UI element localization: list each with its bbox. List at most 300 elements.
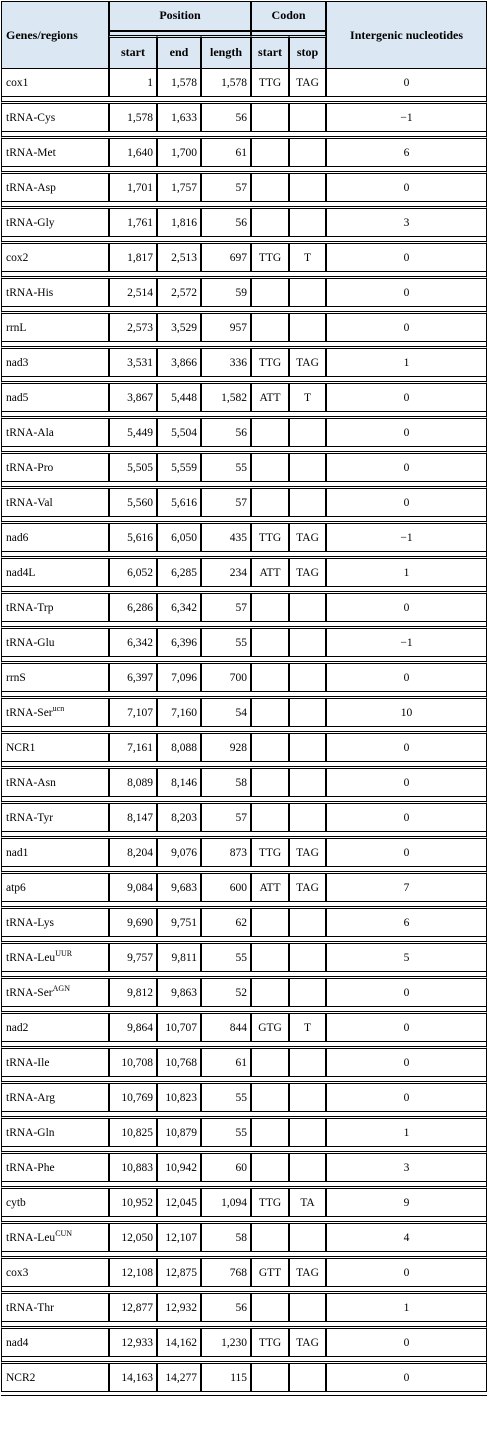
cell-gene <box>1 699 109 727</box>
cell-intergenic: 0 <box>326 1049 487 1077</box>
row-separator-cell <box>1 1322 487 1329</box>
cell-intergenic: −1 <box>326 629 487 657</box>
cell-start: 5,505 <box>109 454 157 482</box>
cell-intergenic: 1 <box>326 1119 487 1147</box>
gene-name: tRNA-Thr <box>6 1301 54 1314</box>
cell-intergenic: 6 <box>326 909 487 937</box>
row-separator <box>1 902 487 909</box>
cell-start: 1 <box>109 69 157 97</box>
table-row <box>1 209 487 237</box>
cell-start: 14,163 <box>109 1364 157 1392</box>
table-row <box>1 734 487 762</box>
cell-codon-stop <box>289 139 326 167</box>
cell-end: 12,875 <box>157 1259 201 1287</box>
cell-end: 9,863 <box>157 979 201 1007</box>
cell-end: 5,504 <box>157 419 201 447</box>
cell-codon-start <box>251 489 289 517</box>
row-separator-cell <box>1 1217 487 1224</box>
cell-codon-start: TTG <box>251 1189 289 1217</box>
cell-length: 600 <box>201 874 251 902</box>
cell-gene <box>1 594 109 622</box>
table-row <box>1 909 487 937</box>
table-row <box>1 629 487 657</box>
row-separator <box>1 412 487 419</box>
table-row <box>1 1259 487 1287</box>
cell-end: 6,342 <box>157 594 201 622</box>
gene-name: cox3 <box>6 1266 29 1279</box>
gene-name: tRNA-Lys <box>6 916 54 929</box>
row-separator <box>1 1112 487 1119</box>
cell-gene <box>1 244 109 272</box>
cell-end: 14,162 <box>157 1329 201 1357</box>
row-separator <box>1 482 487 489</box>
cell-intergenic: 0 <box>326 1084 487 1112</box>
cell-end: 10,879 <box>157 1119 201 1147</box>
cell-end: 1,700 <box>157 139 201 167</box>
gene-name: NCR1 <box>6 741 36 754</box>
cell-gene <box>1 489 109 517</box>
row-separator-cell <box>1 867 487 874</box>
cell-length: 57 <box>201 594 251 622</box>
row-separator <box>1 657 487 664</box>
cell-codon-stop <box>289 804 326 832</box>
cell-intergenic: 0 <box>326 1329 487 1357</box>
cell-end: 8,088 <box>157 734 201 762</box>
cell-start: 1,701 <box>109 174 157 202</box>
cell-end: 1,816 <box>157 209 201 237</box>
cell-codon-start <box>251 664 289 692</box>
table-row <box>1 419 487 447</box>
cell-end: 12,107 <box>157 1224 201 1252</box>
cell-codon-start <box>251 1084 289 1112</box>
cell-start: 6,052 <box>109 559 157 587</box>
cell-codon-stop <box>289 1119 326 1147</box>
cell-start: 9,812 <box>109 979 157 1007</box>
row-separator <box>1 1147 487 1154</box>
row-separator <box>1 517 487 524</box>
row-separator-cell <box>1 307 487 314</box>
table-row <box>1 489 487 517</box>
cell-intergenic: 5 <box>326 944 487 972</box>
cell-length: 697 <box>201 244 251 272</box>
codon-stop-header: stop <box>289 35 326 69</box>
table-row <box>1 804 487 832</box>
cell-gene <box>1 734 109 762</box>
cell-start: 9,757 <box>109 944 157 972</box>
cell-intergenic: 0 <box>326 1364 487 1392</box>
cell-gene <box>1 104 109 132</box>
cell-start: 12,933 <box>109 1329 157 1357</box>
cell-end: 8,203 <box>157 804 201 832</box>
cell-start: 8,204 <box>109 839 157 867</box>
cell-length: 1,094 <box>201 1189 251 1217</box>
cell-gene <box>1 349 109 377</box>
row-separator-cell <box>1 1252 487 1259</box>
cell-length: 115 <box>201 1364 251 1392</box>
cell-codon-start: TTG <box>251 524 289 552</box>
gene-name: tRNA-Cys <box>6 111 56 124</box>
cell-end: 6,396 <box>157 629 201 657</box>
gene-name: tRNA-His <box>6 286 54 299</box>
row-separator-cell <box>1 657 487 664</box>
cell-codon-stop <box>289 209 326 237</box>
cell-codon-start: GTG <box>251 1014 289 1042</box>
cell-start: 5,560 <box>109 489 157 517</box>
gene-name: tRNA-Asp <box>6 181 56 194</box>
cell-length: 61 <box>201 139 251 167</box>
table-row <box>1 1224 487 1252</box>
cell-length: 336 <box>201 349 251 377</box>
cell-codon-start <box>251 139 289 167</box>
cell-start: 8,147 <box>109 804 157 832</box>
row-separator <box>1 167 487 174</box>
codon-header: Codon <box>251 1 326 31</box>
cell-gene <box>1 139 109 167</box>
cell-codon-start: ATT <box>251 384 289 412</box>
cell-length: 56 <box>201 419 251 447</box>
table-row <box>1 524 487 552</box>
row-separator <box>1 237 487 244</box>
row-separator-cell <box>1 1112 487 1119</box>
cell-codon-start <box>251 104 289 132</box>
gene-name: tRNA-Met <box>6 146 56 159</box>
cell-length: 58 <box>201 769 251 797</box>
cell-start: 10,952 <box>109 1189 157 1217</box>
cell-start: 10,825 <box>109 1119 157 1147</box>
row-separator-cell <box>1 832 487 839</box>
cell-end: 7,096 <box>157 664 201 692</box>
row-separator-cell <box>1 97 487 104</box>
table-row <box>1 454 487 482</box>
gene-name: tRNA-Gln <box>6 1126 55 1139</box>
row-separator <box>1 797 487 804</box>
table-row <box>1 139 487 167</box>
table-row <box>1 769 487 797</box>
cell-codon-start <box>251 699 289 727</box>
cell-end: 3,866 <box>157 349 201 377</box>
row-separator-cell <box>1 377 487 384</box>
cell-gene <box>1 209 109 237</box>
cell-codon-start <box>251 419 289 447</box>
cell-end: 9,811 <box>157 944 201 972</box>
cell-codon-stop: TAG <box>289 1259 326 1287</box>
cell-codon-stop <box>289 1049 326 1077</box>
cell-codon-start <box>251 279 289 307</box>
table-row <box>1 314 487 342</box>
row-separator <box>1 1077 487 1084</box>
cell-intergenic: 0 <box>326 454 487 482</box>
gene-name: tRNA-Leu <box>6 951 56 964</box>
cell-codon-stop <box>289 1154 326 1182</box>
cell-codon-stop <box>289 629 326 657</box>
cell-start: 1,578 <box>109 104 157 132</box>
cell-codon-stop <box>289 664 326 692</box>
cell-start: 5,449 <box>109 419 157 447</box>
row-separator <box>1 1287 487 1294</box>
gene-name: tRNA-Leu <box>6 1231 56 1244</box>
cell-codon-start <box>251 1049 289 1077</box>
cell-length: 57 <box>201 174 251 202</box>
cell-length: 844 <box>201 1014 251 1042</box>
cell-gene <box>1 664 109 692</box>
cell-codon-start: ATT <box>251 874 289 902</box>
cell-codon-start <box>251 804 289 832</box>
cell-codon-stop <box>289 314 326 342</box>
cell-gene <box>1 874 109 902</box>
cell-gene <box>1 629 109 657</box>
cell-end: 5,616 <box>157 489 201 517</box>
cell-codon-stop <box>289 174 326 202</box>
row-separator-cell <box>1 692 487 699</box>
cell-codon-start <box>251 909 289 937</box>
cell-codon-stop <box>289 1224 326 1252</box>
gene-superscript: UUR <box>55 948 73 958</box>
gene-name: tRNA-Glu <box>6 636 55 649</box>
cell-end: 10,942 <box>157 1154 201 1182</box>
cell-length: 957 <box>201 314 251 342</box>
table-row <box>1 244 487 272</box>
gene-name: rrnL <box>6 321 27 334</box>
cell-codon-start <box>251 209 289 237</box>
gene-superscript: CUN <box>55 1228 73 1238</box>
cell-end: 5,559 <box>157 454 201 482</box>
cell-end: 2,572 <box>157 279 201 307</box>
cell-codon-start <box>251 594 289 622</box>
cell-codon-stop <box>289 699 326 727</box>
cell-codon-start <box>251 734 289 762</box>
cell-intergenic: 1 <box>326 1294 487 1322</box>
cell-gene <box>1 314 109 342</box>
cell-length: 62 <box>201 909 251 937</box>
cell-length: 57 <box>201 489 251 517</box>
row-separator-cell <box>1 1042 487 1049</box>
cell-codon-stop: TAG <box>289 839 326 867</box>
cell-end: 12,045 <box>157 1189 201 1217</box>
cell-end: 3,529 <box>157 314 201 342</box>
cell-intergenic: 9 <box>326 1189 487 1217</box>
table-row <box>1 279 487 307</box>
row-separator-cell <box>1 1077 487 1084</box>
cell-end: 2,513 <box>157 244 201 272</box>
cell-start: 9,690 <box>109 909 157 937</box>
table-row <box>1 979 487 1007</box>
cell-gene <box>1 384 109 412</box>
cell-codon-start: TTG <box>251 69 289 97</box>
row-separator-cell <box>1 972 487 979</box>
row-separator-cell <box>1 937 487 944</box>
table-row <box>1 1329 487 1357</box>
cell-length: 54 <box>201 699 251 727</box>
cell-gene <box>1 1329 109 1357</box>
cell-end: 10,823 <box>157 1084 201 1112</box>
genes-header: Genes/regions <box>1 1 109 69</box>
cell-codon-stop: TAG <box>289 524 326 552</box>
cell-intergenic: 3 <box>326 1154 487 1182</box>
cell-codon-stop: TAG <box>289 69 326 97</box>
row-separator <box>1 342 487 349</box>
row-separator <box>1 132 487 139</box>
row-separator-cell <box>1 132 487 139</box>
row-separator-cell <box>1 1007 487 1014</box>
cell-codon-start: TTG <box>251 1329 289 1357</box>
cell-codon-start <box>251 1224 289 1252</box>
cell-codon-stop <box>289 489 326 517</box>
cell-intergenic: 0 <box>326 419 487 447</box>
cell-start: 12,108 <box>109 1259 157 1287</box>
row-separator-cell <box>1 1357 487 1364</box>
cell-gene <box>1 769 109 797</box>
gene-name: tRNA-Ala <box>6 426 54 439</box>
cell-gene <box>1 1154 109 1182</box>
gene-name: nad2 <box>6 1021 29 1034</box>
row-separator <box>1 937 487 944</box>
gene-name: tRNA-Ser <box>6 986 53 999</box>
cell-intergenic: 1 <box>326 349 487 377</box>
cell-codon-start <box>251 1119 289 1147</box>
cell-gene <box>1 1084 109 1112</box>
cell-gene <box>1 1224 109 1252</box>
cell-intergenic: 0 <box>326 769 487 797</box>
gene-name: tRNA-Tyr <box>6 811 54 824</box>
cell-start: 12,050 <box>109 1224 157 1252</box>
cell-end: 6,285 <box>157 559 201 587</box>
cell-intergenic: 4 <box>326 1224 487 1252</box>
cell-start: 12,877 <box>109 1294 157 1322</box>
cell-gene <box>1 559 109 587</box>
table-row <box>1 1294 487 1322</box>
cell-intergenic: 1 <box>326 559 487 587</box>
table-row <box>1 349 487 377</box>
cell-length: 61 <box>201 1049 251 1077</box>
row-separator <box>1 1252 487 1259</box>
cell-codon-start: GTT <box>251 1259 289 1287</box>
cell-start: 8,089 <box>109 769 157 797</box>
table-row <box>1 1049 487 1077</box>
cell-start: 2,514 <box>109 279 157 307</box>
row-separator-cell <box>1 727 487 734</box>
cell-length: 55 <box>201 1084 251 1112</box>
cell-codon-start <box>251 1294 289 1322</box>
cell-start: 9,084 <box>109 874 157 902</box>
cell-codon-stop <box>289 104 326 132</box>
gene-superscript: ucn <box>52 703 65 713</box>
cell-intergenic: 0 <box>326 594 487 622</box>
cell-gene <box>1 454 109 482</box>
cell-length: 60 <box>201 1154 251 1182</box>
table-row <box>1 874 487 902</box>
cell-intergenic: 0 <box>326 734 487 762</box>
row-separator <box>1 1182 487 1189</box>
cell-length: 700 <box>201 664 251 692</box>
gene-name: nad4 <box>6 1336 29 1349</box>
cell-codon-start: TTG <box>251 839 289 867</box>
cell-length: 1,582 <box>201 384 251 412</box>
cell-intergenic: 0 <box>326 69 487 97</box>
gene-name: tRNA-Arg <box>6 1091 55 1104</box>
cell-start: 7,107 <box>109 699 157 727</box>
table-row <box>1 69 487 97</box>
row-separator-cell <box>1 202 487 209</box>
gene-name: nad1 <box>6 846 29 859</box>
bottom-rule <box>1 1395 487 1396</box>
gene-name: nad6 <box>6 531 29 544</box>
table-row <box>1 1119 487 1147</box>
row-separator <box>1 1217 487 1224</box>
cell-end: 6,050 <box>157 524 201 552</box>
cell-intergenic: 0 <box>326 174 487 202</box>
cell-intergenic: 10 <box>326 699 487 727</box>
cell-codon-stop: T <box>289 244 326 272</box>
cell-intergenic: 0 <box>326 1259 487 1287</box>
cell-start: 6,342 <box>109 629 157 657</box>
cell-gene <box>1 69 109 97</box>
cell-codon-stop: TA <box>289 1189 326 1217</box>
row-separator <box>1 1357 487 1364</box>
table-row <box>1 104 487 132</box>
cell-end: 8,146 <box>157 769 201 797</box>
table-row <box>1 1364 487 1392</box>
gene-name: atp6 <box>6 881 26 894</box>
cell-intergenic: 0 <box>326 279 487 307</box>
row-separator <box>1 307 487 314</box>
cell-gene <box>1 1294 109 1322</box>
cell-codon-stop: T <box>289 1014 326 1042</box>
row-separator <box>1 552 487 559</box>
table-row <box>1 559 487 587</box>
cell-start: 1,817 <box>109 244 157 272</box>
end-header: end <box>157 35 201 69</box>
cell-codon-start <box>251 454 289 482</box>
cell-start: 10,708 <box>109 1049 157 1077</box>
cell-end: 10,768 <box>157 1049 201 1077</box>
gene-name: rrnS <box>6 671 26 684</box>
cell-codon-start: TTG <box>251 244 289 272</box>
gene-name: nad3 <box>6 356 29 369</box>
row-separator-cell <box>1 447 487 454</box>
row-separator <box>1 867 487 874</box>
row-separator <box>1 1007 487 1014</box>
row-separator <box>1 97 487 104</box>
row-separator <box>1 377 487 384</box>
cell-codon-stop <box>289 1084 326 1112</box>
cell-gene <box>1 1119 109 1147</box>
codon-start-header: start <box>251 35 289 69</box>
cell-length: 52 <box>201 979 251 1007</box>
cell-start: 3,867 <box>109 384 157 412</box>
cell-length: 234 <box>201 559 251 587</box>
row-separator <box>1 1322 487 1329</box>
table-row <box>1 944 487 972</box>
cell-intergenic: 0 <box>326 244 487 272</box>
row-separator-cell <box>1 762 487 769</box>
row-separator-cell <box>1 622 487 629</box>
cell-codon-stop: T <box>289 384 326 412</box>
cell-gene <box>1 279 109 307</box>
cell-gene <box>1 979 109 1007</box>
gene-name: tRNA-Ser <box>6 706 53 719</box>
cell-intergenic: 0 <box>326 664 487 692</box>
row-separator-cell <box>1 482 487 489</box>
row-separator-cell <box>1 412 487 419</box>
cell-gene <box>1 944 109 972</box>
cell-length: 59 <box>201 279 251 307</box>
gene-name: NCR2 <box>6 1371 36 1384</box>
row-separator-cell <box>1 272 487 279</box>
gene-name: tRNA-Trp <box>6 601 54 614</box>
gene-name: tRNA-Phe <box>6 1161 55 1174</box>
cell-codon-start <box>251 944 289 972</box>
row-separator <box>1 762 487 769</box>
